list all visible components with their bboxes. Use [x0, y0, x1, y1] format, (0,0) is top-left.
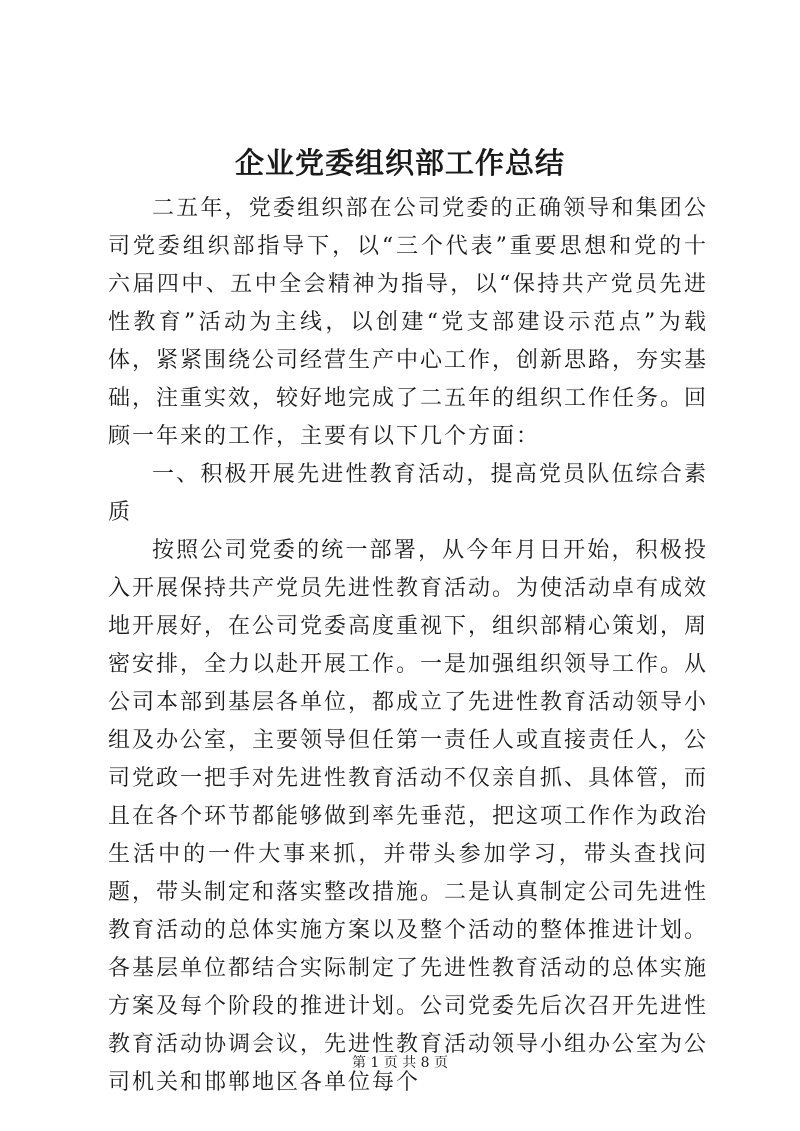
document-body [108, 190, 708, 1102]
paragraph-section-1: 按照公司党委的统一部署，从今年月日开始，积极投入开展保持共产党员先进性教育活动。为使活动卓有成效地开展好，在公司党委高度重视下，组织部精心策划，周密安排，全力以赴开展工作。一是加强组织领导工作。从公司本部到基层各单位，都成立了先进性教育活动领导小组及办公室，主要领导但任第一责任人或直接责任人，公司党政一把手对先进性教育活动不仅亲自抓、具体管，而且在各个环节都能够做到率先垂范，把这项工作作为政治生活中的一件大事来抓，并带头参加学习，带头查找问题，带头制定和落实整改措施。二是认真制定公司先进性教育活动的总体实施方案以及整个活动的整体推进计划。各基层单位都结合实际制定了先进性教育活动的总体实施方案及每个阶段的推进计划。公司党委先后次召开先进性教育活动协调会议，先进性教育活动领导小组办公室为公司机关和邯郸地区各单位每个 [108, 538, 709, 1095]
paragraph-intro: 二五年，党委组织部在公司党委的正确领导和集团公司党委组织部指导下，以“三个代表”重要思想和党的十六届四中、五中全会精神为指导，以“保持共产党员先进性教育”活动为主线，以创建“党支部建设示范点”为载体，紧紧围绕公司经营生产中心工作，创新思路，夯实基础，注重实效，较好地完成了二五年的组织工作任务。回顾一年来的工作，主要有以下几个方面： [108, 196, 709, 449]
document-title: 企业党委组织部工作总结 [234, 146, 565, 180]
section-heading-1: 一、积极开展先进性教育活动，提高党员队伍综合素质 [108, 462, 708, 525]
page-footer: 第 1 页 共 8 页 [351, 1055, 449, 1071]
